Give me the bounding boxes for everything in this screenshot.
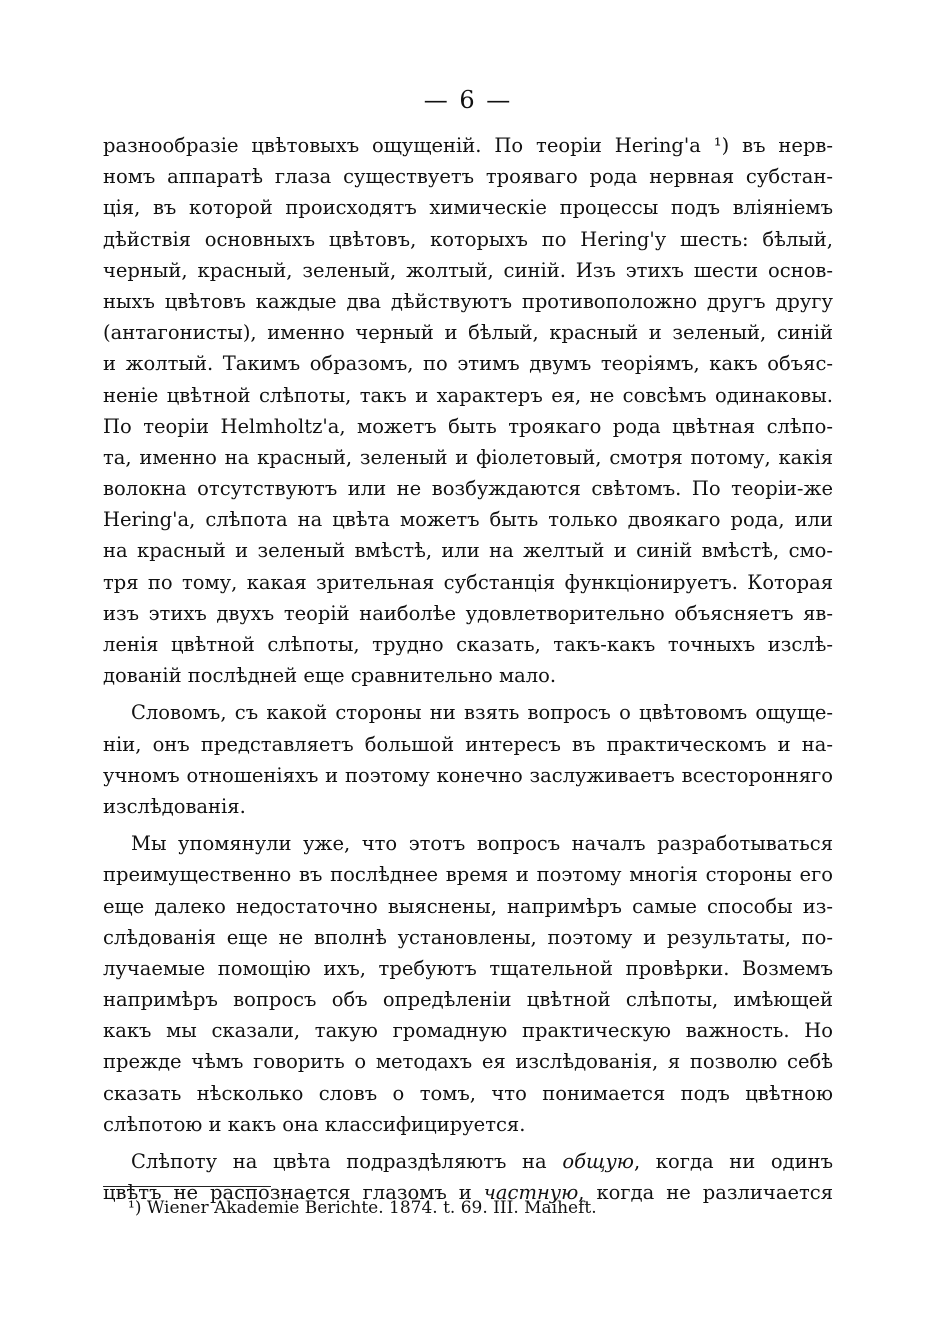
text-line: еще далеко недостаточно выяснены, напримѣръ самые способы из- <box>103 894 833 918</box>
text-line: изъ этихъ двухъ теорій наиболѣе удовлетворительно объясняетъ яв- <box>103 601 833 625</box>
text-line: лучаемые помощію ихъ, требуютъ тщательной провѣрки. Возмемъ <box>103 956 833 980</box>
text-line: номъ аппаратѣ глаза существуетъ трояваго рода нервная субстан- <box>103 165 833 189</box>
paragraph-2 <box>103 697 833 822</box>
text-line: ція, въ которой происходятъ химическіе процессы подъ вліяніемъ <box>103 196 833 220</box>
text-line: неніе цвѣтной слѣпоты, такъ и характеръ ея, не совсѣмъ одинаковы. <box>103 383 833 407</box>
text-line: Словомъ, съ какой стороны ни взять вопросъ о цвѣтовомъ ощуще- <box>131 701 833 725</box>
text-line: дованій послѣдней еще сравнительно мало. <box>103 664 557 688</box>
body-text <box>103 130 833 1214</box>
text-line: черный, красный, зеленый, жолтый, синій. Изъ этихъ шести основ- <box>103 258 833 282</box>
text-line: Мы упомянули уже, что этотъ вопросъ началъ разработываться <box>131 832 833 856</box>
text-line: ныхъ цвѣтовъ каждые два дѣйствуютъ противоположно другъ другу <box>103 289 833 313</box>
text-line: слѣпотою и какъ она классифицируется. <box>103 1112 526 1136</box>
text-line: тря по тому, какая зрительная субстанція функціонируетъ. Которая <box>103 570 833 594</box>
text-line: напримѣръ вопросъ объ опредѣленіи цвѣтной слѣпоты, имѣющей <box>103 988 833 1012</box>
text-line: преимущественно въ послѣднее время и поэтому многія стороны его <box>103 863 833 887</box>
italic-term-general: общую <box>562 1150 634 1173</box>
text-line: (антагонисты), именно черный и бѣлый, красный и зеленый, синій <box>103 321 833 345</box>
footnote: ¹) Wiener Akademie Berichte. 1874. t. 69. III. Maiheft. <box>128 1198 597 1218</box>
text-line: и жолтый. Такимъ образомъ, по этимъ двумъ теоріямъ, какъ объяс- <box>103 352 833 376</box>
text-run: Слѣпоту на цвѣта подраздѣляютъ на <box>131 1150 563 1173</box>
text-line: ніи, онъ представляетъ большой интересъ въ практическомъ и на- <box>103 732 833 756</box>
text-line: разнообразіе цвѣтовыхъ ощущеній. По теоріи Hering'a ¹) въ нерв- <box>103 134 833 157</box>
text-line: какъ мы сказали, такую громадную практическую важность. Но <box>103 1019 833 1043</box>
paragraph-3 <box>103 828 833 1140</box>
footnote-divider <box>103 1186 271 1187</box>
text-run: цвѣтъ не распознается глазомъ и <box>103 1181 484 1205</box>
text-line: изслѣдованія. <box>103 794 246 818</box>
text-line: прежде чѣмъ говорить о методахъ ея изслѣдованія, я позволю себѣ <box>103 1050 833 1074</box>
page-number: — 6 — <box>423 86 513 114</box>
text-line: дѣйствія основныхъ цвѣтовъ, которыхъ по Hering'у шесть: бѣлый, <box>103 227 833 251</box>
text-line: та, именно на красный, зеленый и фіолетовый, смотря потому, какія <box>103 445 833 469</box>
text-line: волокна отсутствуютъ или не возбуждаются свѣтомъ. По теоріи-же <box>103 477 833 501</box>
italic-term-partial: частную <box>483 1181 579 1205</box>
text-line: на красный и зеленый вмѣстѣ, или на желтый и синій вмѣстѣ, смо- <box>103 539 833 563</box>
text-line: ленія цвѣтной слѣпоты, трудно сказать, такъ-какъ точныхъ изслѣ- <box>103 633 833 656</box>
text-line: Hering'a, слѣпота на цвѣта можетъ быть только двоякаго рода, или <box>103 508 833 532</box>
paragraph-1 <box>103 130 833 691</box>
text-run: , когда ни одинъ <box>633 1150 833 1173</box>
text-line: слѣдованія еще не вполнѣ установлены, поэтому и результаты, по- <box>103 925 833 949</box>
text-line: сказать нѣсколько словъ о томъ, что понимается подъ цвѣтною <box>103 1081 833 1105</box>
text-line <box>103 1146 833 1177</box>
text-line: По теоріи Helmholtz'a, можетъ быть троякаго рода цвѣтная слѣпо- <box>103 414 833 438</box>
text-line: учномъ отношеніяхъ и поэтому конечно заслуживаетъ всесторонняго <box>103 763 833 787</box>
text-run: , когда не различается <box>578 1181 833 1205</box>
